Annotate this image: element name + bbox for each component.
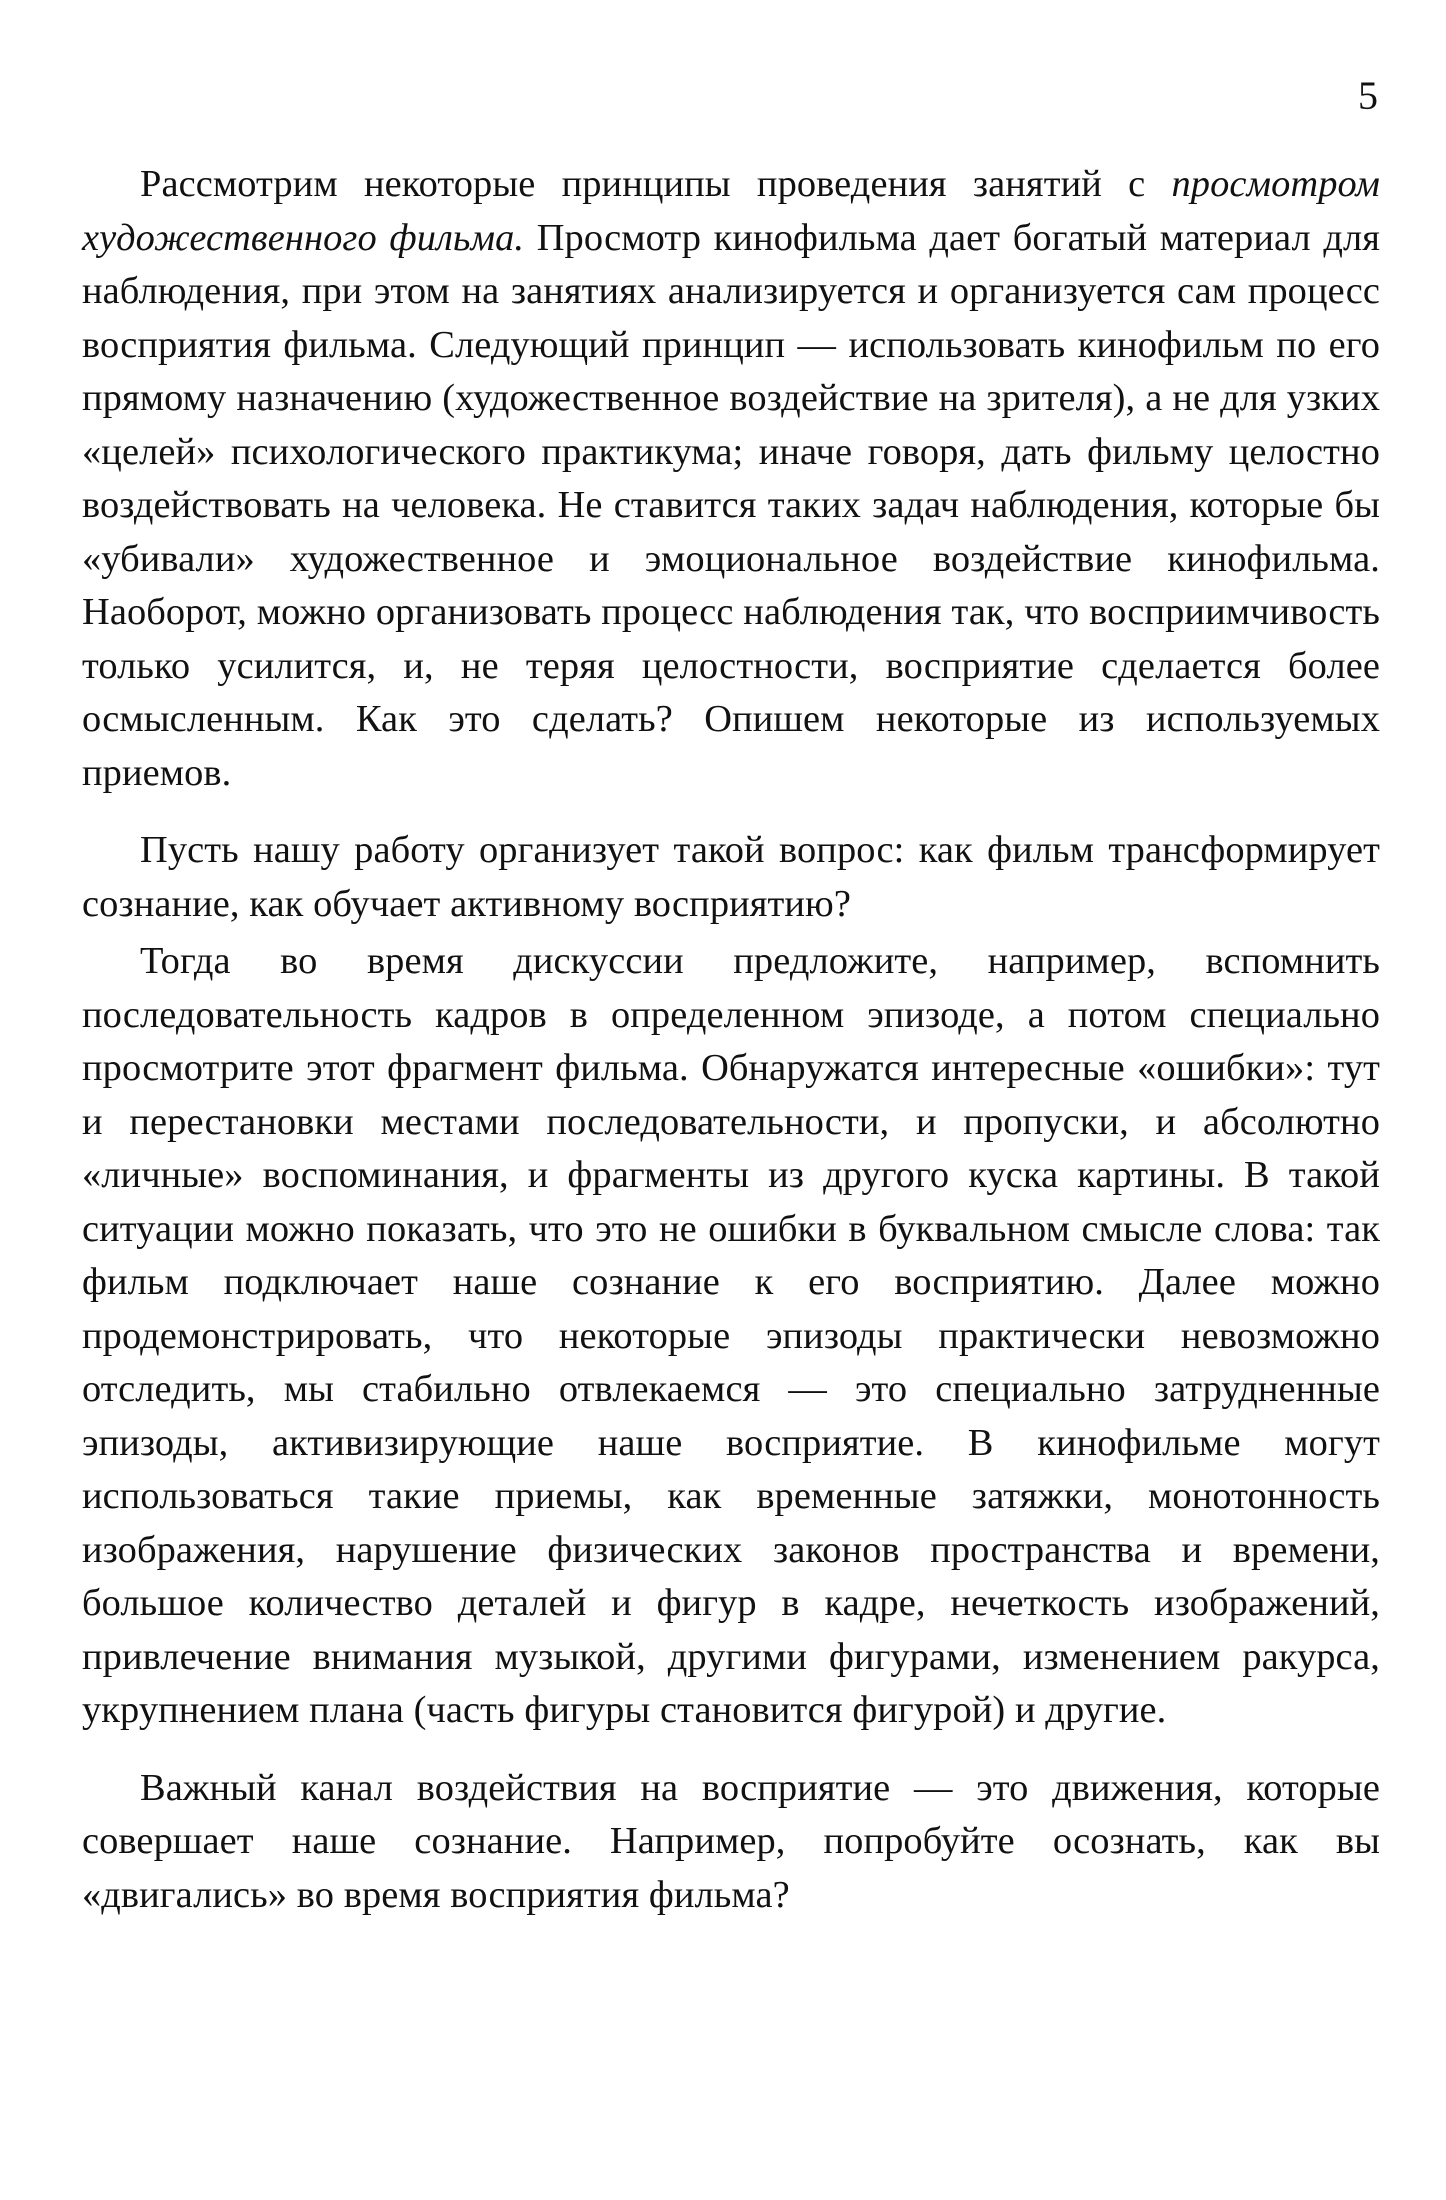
paragraph-4: Важный канал воздействия на восприятие — это движения, которые совершает наше сознание. Например, попробуйте осознать, как вы «двигались» во время восприятия фильма? <box>82 1766 1380 1916</box>
paragraph-2: Пусть нашу работу организует такой вопрос: как фильм трансформирует сознание, как обучает активному восприятию? <box>82 829 1380 925</box>
paragraph-1-rest: Просмотр кинофильма дает богатый материал для наблюдения, при этом на занятиях анализируется и организуется сам процесс восприятия фильма. Следующий принцип — использовать кинофильм по его прямому назначению (художественное воздействие на зрителя), а не для узких «целей» психологического практикума; иначе говоря, дать фильму целостно воздействовать на человека. Не ставится таких задач наблюдения, которые бы «убивали» художественное и эмоциональное воздействие кинофильма. Наоборот, можно организовать процесс наблюдения так, что восприимчивость только усилится, и, не теряя целостности, восприятие сделается более осмысленным. Как это сделать? Опишем некоторые из используемых приемов. <box>82 216 1380 794</box>
paragraph-1 <box>82 158 1380 800</box>
paragraph-3: Тогда во время дискуссии предложите, например, вспомнить последовательность кадров в определенном эпизоде, а потом специально просмотрите этот фрагмент фильма. Обнаружатся интересные «ошибки»: тут и перестановки местами последовательности, и пропуски, и абсолютно «личные» воспоминания, и фрагменты из другого куска картины. В такой ситуации можно показать, что это не ошибки в буквальном смысле слова: так фильм подключает наше сознание к его восприятию. Далее можно продемонстрировать, что некоторые эпизоды практически невозможно отследить, мы стабильно отвлекаемся — это специально затрудненные эпизоды, активизирующие наше восприятие. В кинофильме могут использоваться такие приемы, как временные затяжки, монотонность изображения, нарушение физических законов пространства и времени, большое количество деталей и фигур в кадре, нечеткость изображений, привлечение внимания музыкой, другими фигурами, изменением ракурса, укрупнением плана (часть фигуры становится фигурой) и другие. <box>82 940 1380 1731</box>
page-number: 5 <box>1358 73 1378 118</box>
body-text <box>82 158 1380 1922</box>
paragraph-1-emphasis: просмотром художественного фильма. <box>82 163 1380 259</box>
paragraph-1-intro: Рассмотрим некоторые принципы проведения занятий с <box>140 163 1172 205</box>
